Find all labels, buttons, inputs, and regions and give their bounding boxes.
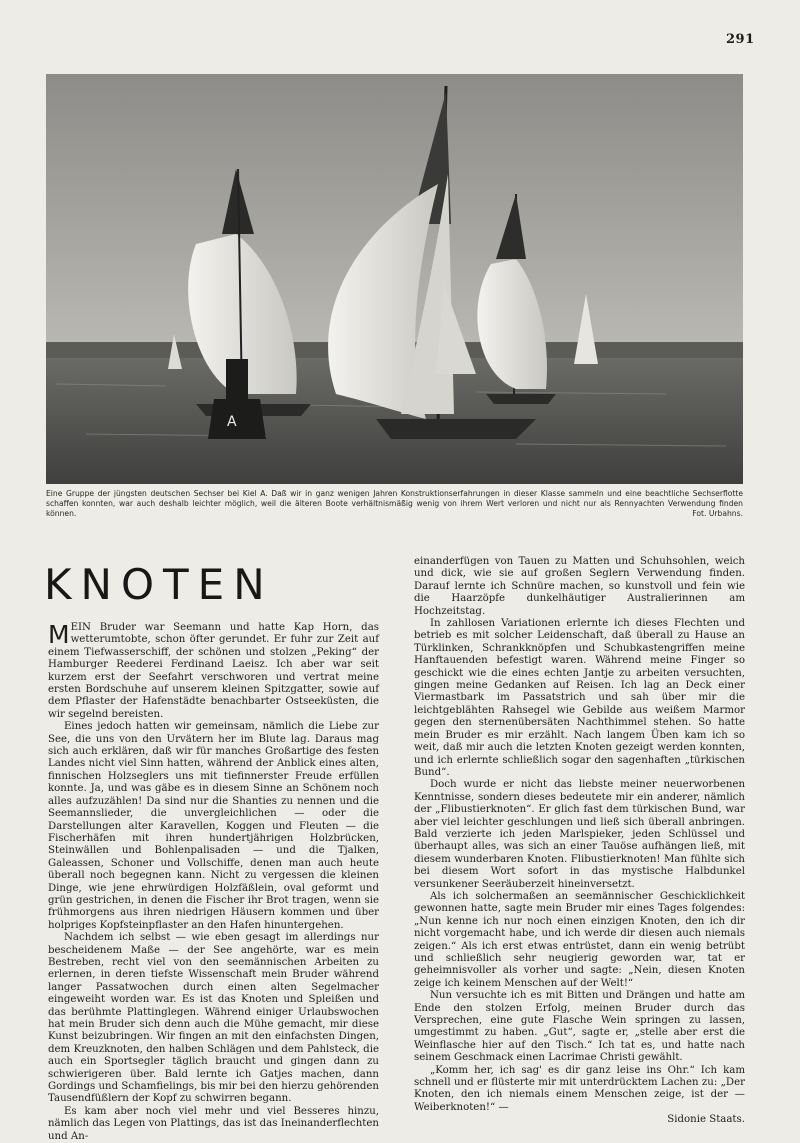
paragraph: Es kam aber noch viel mehr und viel Besseres hinzu, nämlich das Legen von Plattings, das ist das Ineinanderflechten und An- <box>48 1105 379 1142</box>
sailboats-illustration <box>46 74 743 484</box>
buoy-label: A <box>227 414 237 430</box>
paragraph: einanderfügen von Tauen zu Matten und Schuhsohlen, weich und dick, wie sie auf großen Seglern Verwendung finden. Darauf lernte ich Schnüre machen, so kunstvoll und fein wie die Haarzöpfe dunkelhäutiger Australierinnen am Hochzeitstag. <box>414 556 745 617</box>
article-title: KNOTEN <box>44 560 274 609</box>
author-name: Sidonie Staats. <box>667 1114 745 1126</box>
paragraph: Als ich solchermaßen an seemännischer Geschicklichkeit gewonnen hatte, sagte mein Bruder mir eines Tages folgendes: „Nun kenne ich nur noch einen einzigen Knoten, den ich dir nicht vorgemacht habe, und ich werde dir diesen auch niemals zeigen.“ Als ich erst etwas entrüstet, dann ein wenig betrübt und schließlich sehr neugierig geworden war, tat er geheimnisvoller als vorher und sagte: „Nein, diesen Knoten zeige ich keinem Menschen auf der Welt!“ <box>414 890 745 989</box>
paragraph-text: Bruder war Seemann und hatte Kap Horn, das wetterumtobte, schon öfter gerundet. Er fuhr zur Zeit auf einem Tiefwasserschiff, der schönen und stolzen „Peking“ der Hamburger Reederei Ferdinand Laeisz. Ich aber war seit kurzem erst der Seefahrt verschworen und vertrat meine ersten Bordschuhe auf unserem kleinen Spitzgatter, sowie auf dem Pflaster der Hafenstädte benachbarter Ostseeküsten, die wir segelnd bereisten. <box>48 622 379 720</box>
buoy <box>208 399 266 439</box>
article-column-left <box>48 622 379 1143</box>
paragraph: Nun versuchte ich es mit Bitten und Drängen und hatte am Ende den stolzen Erfolg, meinen Bruder durch das Versprechen, eine gute Flasche Wein springen zu lassen, umgestimmt zu haben. „Gut“, sagte er, „stelle aber erst die Weinflasche hier auf den Tisch.“ Ich tat es, und hatte nach seinem Geschmack einen Lacrimae Christi gewählt. <box>414 990 745 1064</box>
sailing-photo <box>46 74 743 484</box>
paragraph <box>48 622 379 721</box>
photo-credit: Fot. Urbahns. <box>692 509 743 518</box>
paragraph: Doch wurde er nicht das liebste meiner neuerworbenen Kenntnisse, sondern dieses bedeutete mir ein anderer, nämlich der „Flibustierknoten“. Er glich fast dem türkischen Bund, war aber viel leichter geschlungen und ließ sich überall anbringen. Bald verzierte ich jeden Marlspieker, jeden Schlüssel und überhaupt alles, was sich an einer Tauöse aufhängen ließ, mit diesem wunderbaren Knoten. Flibustierknoten! Man fühlte sich bei diesem Wort sofort in das mystische Halbdunkel versunkener Seeräuberzeit hineinversetzt. <box>414 779 745 890</box>
paragraph: „Komm her, ich sag' es dir ganz leise ins Ohr.“ Ich kam schnell und er flüsterte mir mit unterdrücktem Lachen zu: „Der Knoten, den ich niemals einem Menschen zeige, ist der — Weiberknoten!“ — <box>414 1064 745 1113</box>
article-column-right <box>414 556 745 1127</box>
caption-text: Eine Gruppe der jüngsten deutschen Sechser bei Kiel A. Daß wir in ganz wenigen Jahren Konstruktionserfahrungen in dieser Klasse sammeln und eine beachtliche Sechserflotte schaffen konnten, war auch deshalb leichter möglich, weil die älteren Boote verhältnismäßig wenig von ihrem Wert verloren und nicht nur als Rennyachten Verwendung finden können. <box>46 489 743 518</box>
paragraph: In zahllosen Variationen erlernte ich dieses Flechten und betrieb es mit solcher Leidenschaft, daß überall zu Hause an Türklinken, Schrankknöpfen und Schubkastengriffen meine Hanftauenden befestigt waren. Während meine Finger so geschickt wie die eines echten Jantje zu arbeiten versuchten, gingen meine Gedanken auf Reisen. Ich lag an Deck einer Viermastbark im Passatstrich und sah über mir die leichtgeblähten Rahsegel wie Gebilde aus weißem Marmor gegen den sternenübersäten Nachthimmel stehen. So hatte mein Bruder es mir erzählt. Nach langem Üben kam ich so weit, daß mir auch die letzten Knoten gezeigt werden konnten, und ich erlernte schließlich sogar den sagenhaften „türkischen Bund“. <box>414 618 745 778</box>
drop-cap: M <box>48 620 70 649</box>
page-number: 291 <box>726 32 755 47</box>
paragraph: Nachdem ich selbst — wie eben gesagt im allerdings nur bescheidenem Maße — der See angehörte, war es mein Bestreben, recht viel von den seemännischen Arbeiten zu erlernen, in deren tiefste Wissenschaft mein Bruder während langer Passatwochen durch einen alten Segelmacher eingeweiht worden war. Es ist das Knoten und Spleißen und das berühmte Plattinglegen. Während einiger Urlaubswochen hat mein Bruder sich denn auch die Mühe gemacht, mir diese Kunst beizubringen. Wir fingen an mit den einfachsten Dingen, dem Kreuzknoten, den halben Schlägen und dem Pahlsteck, die auch ein Sportsegler täglich braucht und gingen dann zu schwierigeren über. Bald lernte ich Gatjes machen, dann Gordings und Schamfielings, bis mir bei den hierzu gehörenden Tausendfüßlern der Kopf zu schwirren begann. <box>48 932 379 1105</box>
photo-caption <box>46 489 743 519</box>
lead-smallcaps: EIN <box>70 622 91 633</box>
paragraph: Eines jedoch hatten wir gemeinsam, nämlich die Liebe zur See, die uns von den Urvätern her im Blute lag. Daraus mag sich auch erklären, daß wir für manches Großartige des festen Landes nicht viel Sinn hatten, während der Anblick eines alten, finnischen Holzseglers uns mit tiefinnerster Freude erfüllen konnte. Ja, und was gäbe es in diesem Sinne an Schönem noch alles aufzuzählen! Da sind nur die Shanties zu nennen und die Seemannslieder, die unvergleichlichen — oder die Darstellungen alter Karavellen, Koggen und Fleuten — die Fischerhäfen mit ihren hundertjährigen Holzbrücken, Steinwällen und Bohlenpalisaden — und die Tjalken, Galeassen, Schoner und Vollschiffe, denen man auch heute überall noch begegnen kann. Nicht zu vergessen die kleinen Dinge, wie jene ehrwürdigen Holzfäßlein, oval geformt und grün gestrichen, in denen die Fischer ihr Brot tragen, wenn sie frühmorgens aus ihren niedrigen Häusern kommen und über holpriges Kopfsteinpflaster an den Hafen hinuntergehen. <box>48 721 379 931</box>
